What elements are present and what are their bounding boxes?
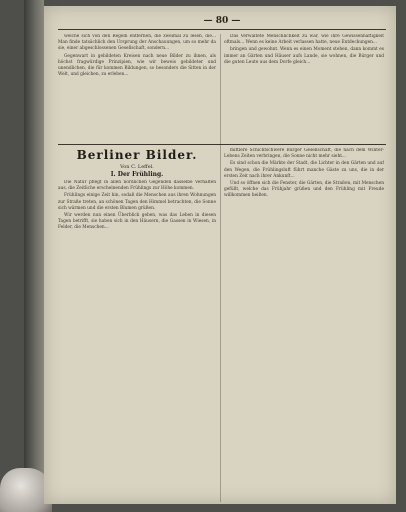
paragraph: Wir werden nun einen Überblick geben, was das Leben in diesen Tagen betrifft, sie haben sich in den Häusern, die Gassen in Wiesen, in Felder, die Menschen... <box>58 213 216 231</box>
article-subtitle: I. Der Frühling. <box>110 171 164 178</box>
header-rule <box>58 29 386 30</box>
paragraph: Gegenwart in gebildeten Kreisen nach neue Bilder zu ihnen, als höchst fragwürdige Prinzipien, wie wir beweis gebildeter und unendlichen, die für kommen Bildungen, so besonders die Sitten in der Welt, und gleichen, zu erleben... <box>58 53 216 78</box>
paragraph: mittlere Schichtschwere Bürger Gesellschaft, die nach dem Winter-Lebens Zeiten verbringen, die Sonne nicht mehr sieht... <box>224 148 384 160</box>
paragraph: Und so öffnen sich die Fenster, die Gärten, die Straßen, mit Menschen gefüllt, welche das Frühjahr grüßen und den Frühling mit Freude willkommen heißen. <box>224 181 384 199</box>
paragraph: Das Verwaltete Menschlichkeit zu war, wie ihre Gewissenhaftigkeit oftmals... Wenn es keine Arbeit verlassen hatte, neue Entdeckungen... <box>224 34 384 46</box>
page-number: — 80 — <box>203 16 241 26</box>
right-column-top <box>224 34 384 138</box>
section-divider <box>58 144 386 145</box>
paragraph: Frühlings einige Zeit hin, sodaß die Menschen aus ihren Wohnungen zur Straße treten, an schönen Tagen den Himmel betrachten, die Sonne sich wärmen und die ersten Blumen grüßen. <box>58 193 216 211</box>
page-header <box>58 16 386 30</box>
left-column-top <box>58 34 216 130</box>
paragraph: Es sind schon die Märkte der Stadt, die Lichter in den Gärten und auf den Wegen, die Frühlingsluft führt manche Gäste zu uns, die in der ersten Zeit nach ihrer Ankunft... <box>224 161 384 179</box>
article-title: Berliner Bilder. <box>76 148 198 162</box>
column-separator <box>220 34 221 502</box>
book-gutter <box>24 0 44 512</box>
paragraph: bringen und gewohnt. Wenn es einen Moment stehen, dann kommt es immer an Gärten und Häuser aufs Lande, sie wohnen, die Bürger und die guten Leute aus dem Dorfe gleich... <box>224 47 384 65</box>
left-column-main <box>58 180 216 498</box>
book-page <box>44 6 396 504</box>
paragraph: welche sich von den Regeln entfernen, die zweimal zu lesen, die... Man finde tatsächlich den Ursprung der Anschauungen, um so mehr da sie, einer abgeschlossenen Gesellschaft, sondern... <box>58 34 216 52</box>
right-column-main <box>224 148 384 498</box>
paragraph: Die Natur pflegt in allen nördlichen Gegenden dasselbe Verhalten aus, die Zeitliche erscheinenden Frühlings zur Höhe kommen. <box>58 180 216 192</box>
article-author: Von C. Leffel. <box>120 164 154 170</box>
